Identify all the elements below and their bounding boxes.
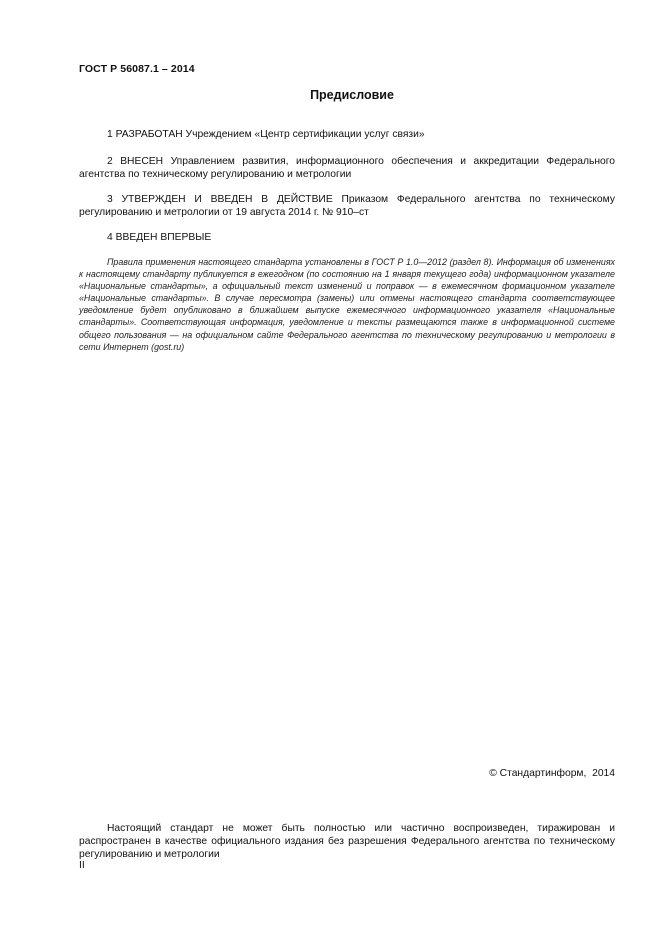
- paragraph-submitted-by: 2 ВНЕСЕН Управлением развития, информационного обеспечения и аккредитации Федерального агентства по техническому регулированию и метрологии: [79, 156, 615, 180]
- page-number: II: [79, 860, 85, 871]
- page-title: [79, 88, 615, 102]
- copyright-line: © Стандартинформ, 2014: [489, 768, 615, 779]
- paragraph-approved: 3 УТВЕРЖДЕН И ВВЕДЕН В ДЕЙСТВИЕ Приказом Федерального агентства по техническому регулированию и метрологии от 19 августа 2014 г. № 910–ст: [79, 194, 615, 218]
- paragraph-developed-by: 1 РАЗРАБОТАН Учреждением «Центр сертификации услуг связи»: [107, 129, 425, 140]
- paragraph-introduced-first: 4 ВВЕДЕН ВПЕРВЫЕ: [107, 232, 212, 243]
- reproduction-notice: Настоящий стандарт не может быть полностью или частично воспроизведен, тиражирован и распространен в качестве официального издания без разрешения Федерального агентства по техническому регулированию и метрологии: [79, 823, 615, 860]
- application-rules-note: Правила применения настоящего стандарта установлены в ГОСТ Р 1.0—2012 (раздел 8). Информация об изменениях к настоящему стандарту публикуется в ежегодном (по состоянию на 1 января текущего года) информационном указателе «Национальные стандарты», а официальный текст изменений и поправок — в ежемесячном формационном указателе «Национальные стандарты». В случае пересмотра (замены) или отмены настоящего стандарта соответствующее уведомление будет опубликовано в ближайшем выпуске ежемесячного информационного указателя «Национальные стандарты». Соответствующая информация, уведомление и тексты размещаются также в информационной системе общего пользования — на официальном сайте Федерального агентства по техническому регулированию и метрологии в сети Интернет (gost.ru): [79, 257, 615, 352]
- page-title-text: Предисловие: [310, 88, 394, 102]
- standard-code-header: ГОСТ Р 56087.1 – 2014: [79, 63, 195, 75]
